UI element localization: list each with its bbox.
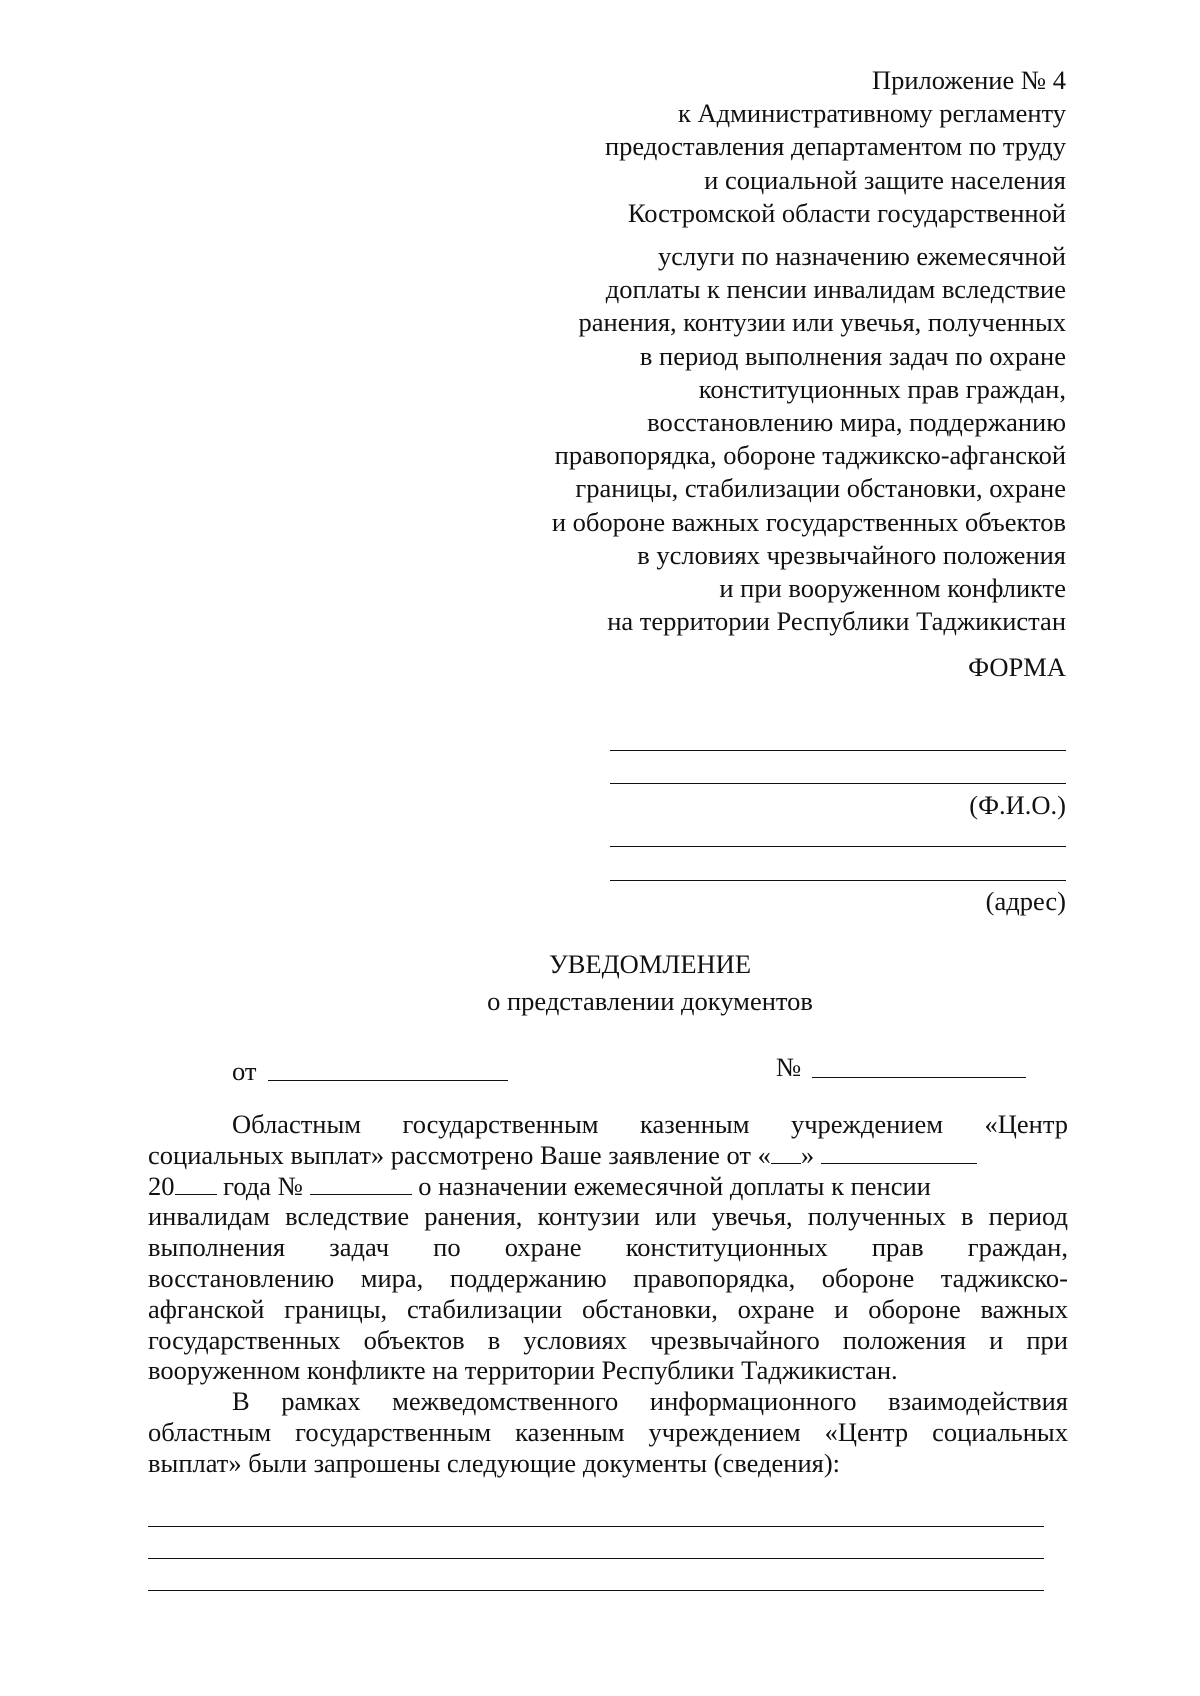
appendix-line: доплаты к пенсии инвалидам вследствие: [605, 274, 1066, 305]
appendix-line: границы, стабилизации обстановки, охране: [575, 473, 1066, 504]
paragraph-line: афганской границы, стабилизации обстановки, охране и обороне важных: [148, 1293, 1068, 1324]
recipient-name-line-1[interactable]: [610, 750, 1066, 751]
appendix-line: к Административному регламенту: [678, 98, 1066, 129]
recipient-address-caption: (адрес): [985, 886, 1066, 916]
application-month-field[interactable]: [821, 1141, 977, 1164]
notice-title: УВЕДОМЛЕНИЕ: [548, 949, 752, 979]
paragraph-line: выплат» были запрошены следующие документы (сведения):: [148, 1447, 841, 1478]
appendix-line: и социальной защите населения: [704, 164, 1066, 195]
text-fragment: 20: [148, 1170, 175, 1201]
date-label: от: [232, 1056, 257, 1086]
recipient-name-line-2[interactable]: [610, 783, 1066, 784]
notice-body: [148, 1109, 1068, 1479]
text-fragment: социальных выплат» рассмотрено Ваше заявление от «: [148, 1139, 771, 1170]
requested-docs-line-1[interactable]: [148, 1526, 1044, 1527]
requested-docs-line-3[interactable]: [148, 1590, 1044, 1591]
paragraph-line: инвалидам вследствие ранения, контузии или увечья, полученных в период: [148, 1201, 1068, 1232]
appendix-line: и при вооруженном конфликте: [719, 573, 1066, 604]
appendix-line: предоставления департаментом по труду: [604, 131, 1066, 162]
appendix-line: восстановлению мира, поддержанию: [647, 407, 1066, 438]
date-field[interactable]: [268, 1080, 508, 1081]
appendix-line: Костромской области государственной: [627, 197, 1066, 228]
appendix-line: в условиях чрезвычайного положения: [637, 539, 1066, 570]
application-number-field[interactable]: [310, 1172, 412, 1195]
paragraph-line: выполнения задач по охране конституционных прав граждан,: [148, 1232, 1068, 1263]
appendix-line: Приложение № 4: [871, 65, 1066, 95]
paragraph-line: В рамках межведомственного информационного взаимодействия: [232, 1386, 1068, 1417]
paragraph-line: вооруженном конфликте на территории Республики Таджикистан.: [148, 1355, 898, 1386]
paragraph-line: [148, 1171, 1068, 1202]
appendix-line: ранения, контузии или увечья, полученных: [578, 307, 1066, 338]
number-field[interactable]: [812, 1077, 1026, 1078]
text-fragment: »: [800, 1139, 815, 1170]
notice-subtitle: о представлении документов: [487, 986, 813, 1016]
recipient-name-caption: (Ф.И.О.): [969, 790, 1066, 820]
paragraph-line: [148, 1140, 1068, 1171]
appendix-line: и обороне важных государственных объектов: [551, 506, 1066, 537]
appendix-line: на территории Республики Таджикистан: [607, 606, 1066, 637]
appendix-line: в период выполнения задач по охране: [639, 340, 1066, 371]
number-label: №: [776, 1052, 802, 1082]
paragraph-line: восстановлению мира, поддержанию правопорядка, обороне таджикско-: [148, 1262, 1068, 1293]
application-day-field[interactable]: [771, 1141, 801, 1164]
text-fragment: года №: [223, 1170, 303, 1201]
paragraph-line: государственных объектов в условиях чрезвычайного положения и при: [148, 1324, 1068, 1355]
appendix-line: услуги по назначению ежемесячной: [658, 241, 1066, 272]
application-year-field[interactable]: [175, 1172, 217, 1195]
paragraph-line: областным государственным казенным учреждением «Центр социальных: [148, 1416, 1068, 1447]
appendix-header: [366, 64, 1066, 638]
recipient-address-line-2[interactable]: [610, 880, 1066, 881]
requested-docs-line-2[interactable]: [148, 1558, 1044, 1559]
recipient-address-line-1[interactable]: [610, 846, 1066, 847]
appendix-line: конституционных прав граждан,: [698, 373, 1066, 404]
text-fragment: о назначении ежемесячной доплаты к пенсии: [418, 1170, 931, 1201]
form-label: ФОРМА: [968, 652, 1066, 682]
paragraph-line: Областным государственным казенным учреждением «Центр: [232, 1109, 1068, 1139]
appendix-line: правопорядка, обороне таджикско-афганской: [554, 440, 1066, 471]
